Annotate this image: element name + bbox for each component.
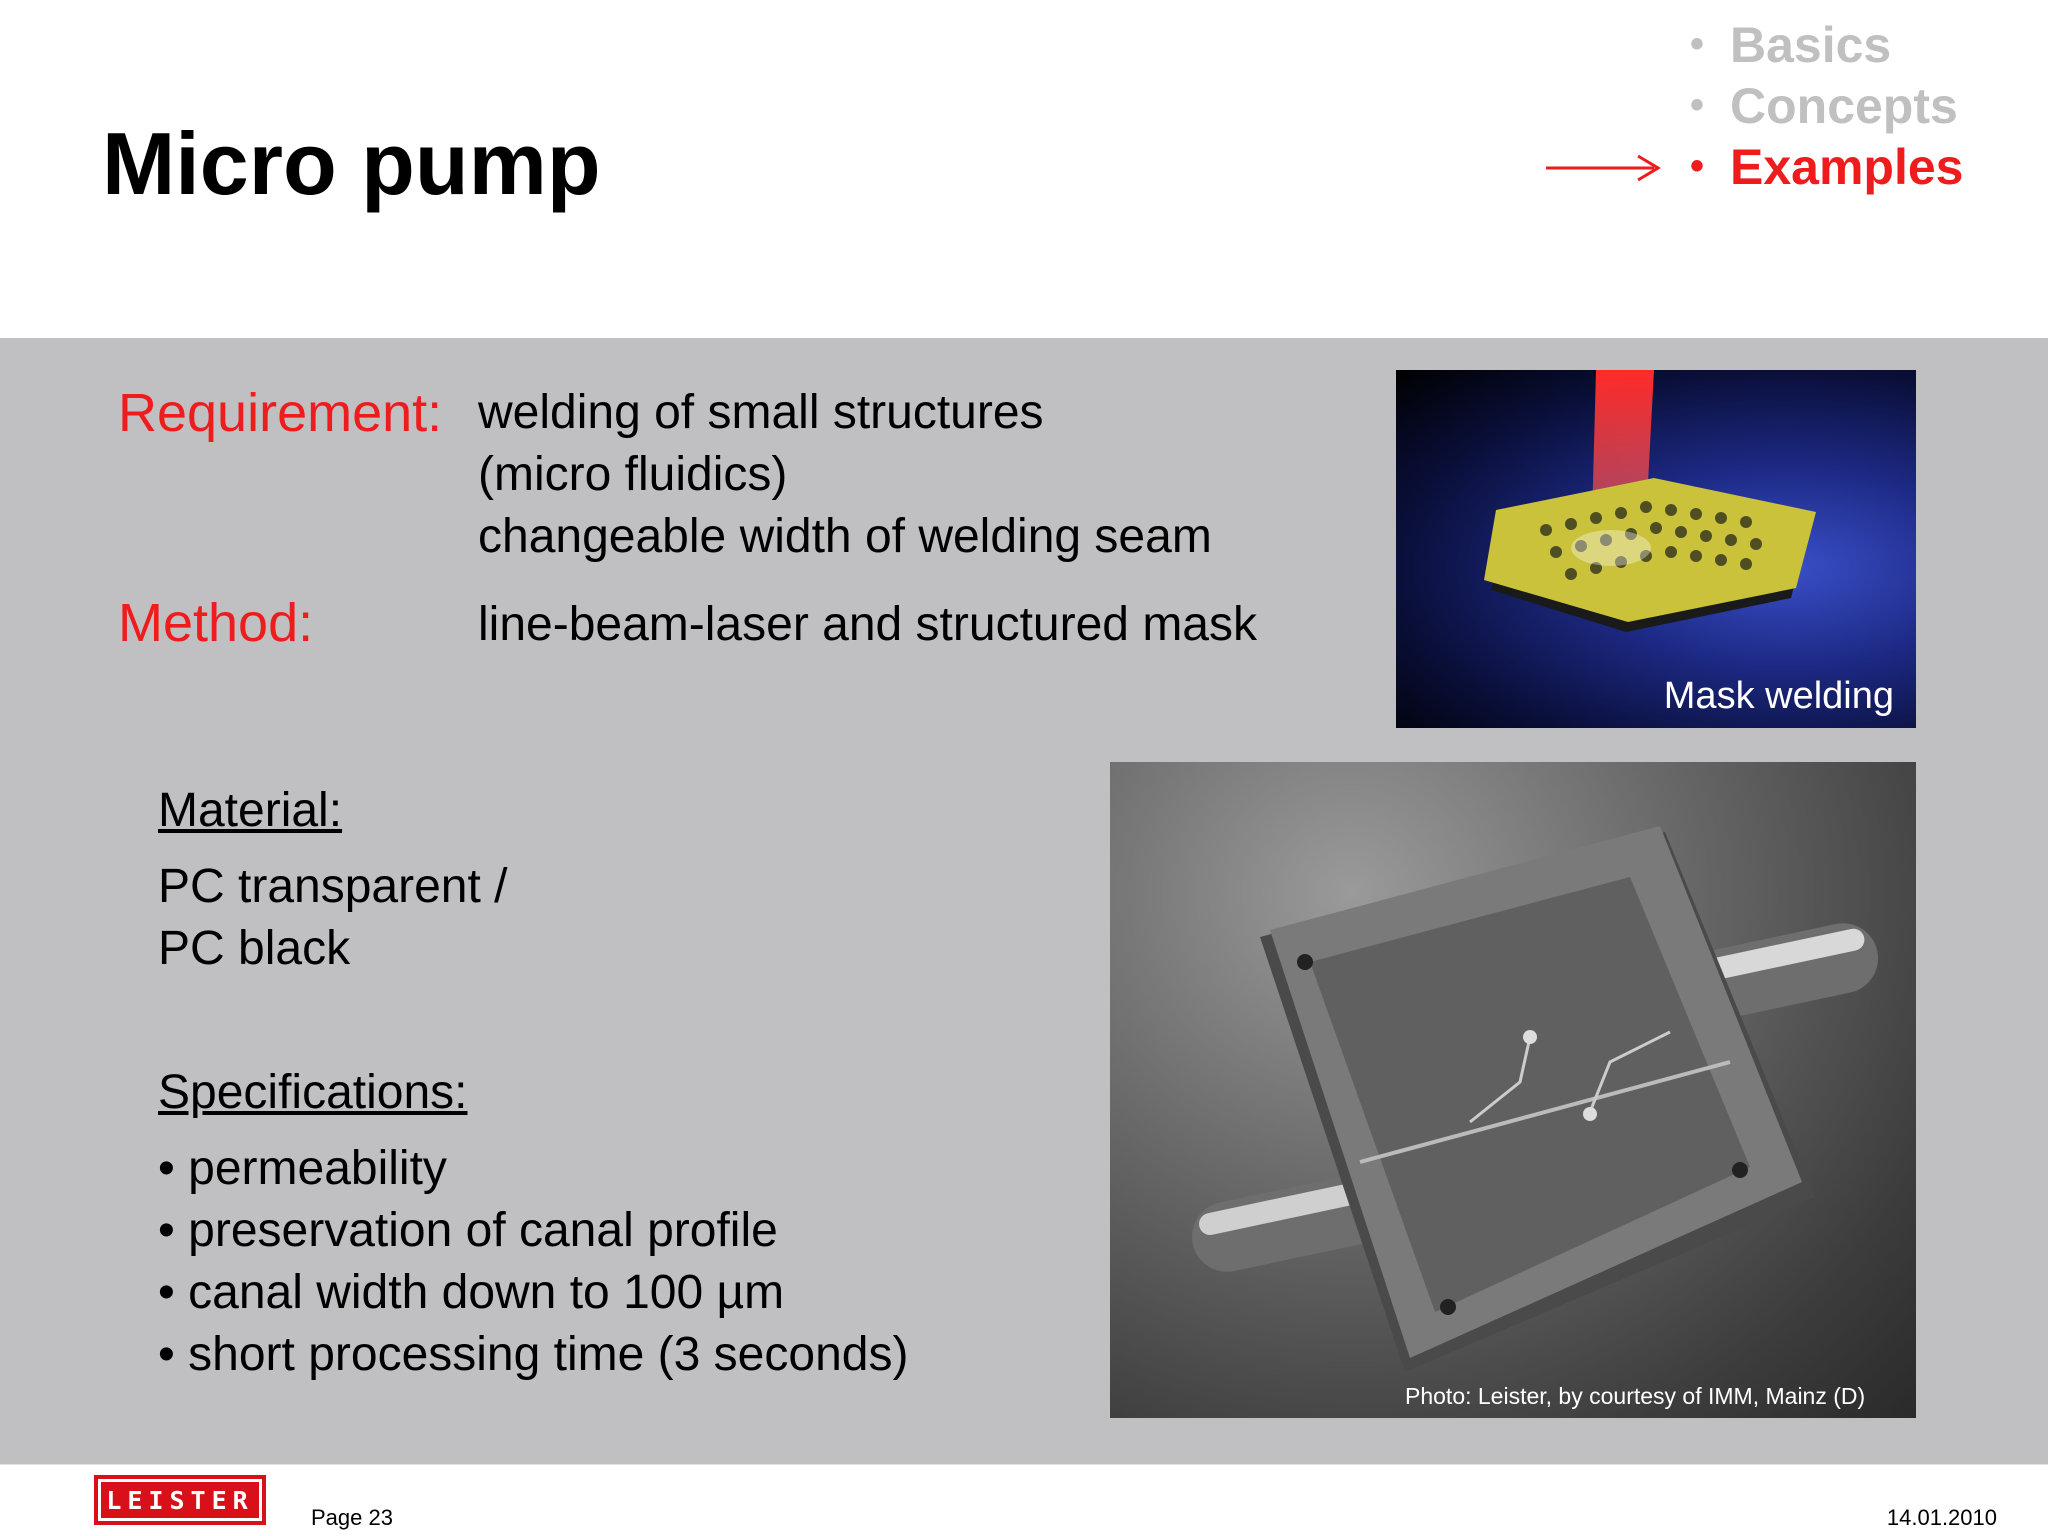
micro-pump-photo: [1110, 762, 1916, 1418]
nav-item-examples[interactable]: [1690, 136, 1963, 197]
specifications-heading: Specifications:: [158, 1066, 468, 1119]
specification-item: • preservation of canal profile: [158, 1204, 778, 1257]
arrow-right-icon: [1546, 150, 1664, 186]
specification-item: • canal width down to 100 µm: [158, 1266, 785, 1319]
requirement-line: changeable width of welding seam: [478, 510, 1212, 563]
nav-item-label: Concepts: [1730, 77, 1958, 134]
page-number: Page 23: [311, 1505, 393, 1530]
mask-welding-image: [1396, 370, 1916, 728]
slide-header: [0, 0, 2048, 338]
slide-title: Micro pump: [102, 114, 601, 213]
specification-item: • permeability: [158, 1142, 447, 1195]
requirement-label: Requirement:: [118, 383, 443, 443]
section-nav: [1690, 14, 1963, 197]
material-line: PC black: [158, 922, 351, 975]
logo-text: LEISTER: [101, 1482, 259, 1518]
mask-welding-caption: Mask welding: [1663, 675, 1894, 717]
photo-credit: Photo: Leister, by courtesy of IMM, Mainz (D): [1405, 1383, 1866, 1409]
nav-item-label: Examples: [1730, 138, 1964, 195]
nav-item-concepts[interactable]: [1690, 75, 1963, 136]
specifications-section: [158, 1062, 908, 1386]
micro-pump-illustration: [1110, 762, 1916, 1418]
slide-date: 14.01.2010: [1886, 1505, 1997, 1530]
nav-bullet: •: [1690, 22, 1705, 66]
nav-bullet: •: [1690, 144, 1705, 188]
requirement-line: (micro fluidics): [478, 448, 788, 501]
nav-item-basics[interactable]: [1690, 14, 1963, 75]
nav-item-label: Basics: [1730, 16, 1892, 73]
requirement-line: welding of small structures: [478, 386, 1044, 439]
method-text: line-beam-laser and structured mask: [478, 598, 1257, 651]
material-section: [158, 780, 508, 980]
nav-bullet: •: [1690, 83, 1705, 127]
material-heading: Material:: [158, 784, 343, 837]
specification-item: • short processing time (3 seconds): [158, 1328, 909, 1381]
slide-footer: [0, 1464, 2048, 1536]
leister-logo: [94, 1475, 266, 1525]
requirement-text: [478, 382, 1212, 568]
method-label: Method:: [118, 593, 314, 653]
material-line: PC transparent /: [158, 860, 508, 913]
